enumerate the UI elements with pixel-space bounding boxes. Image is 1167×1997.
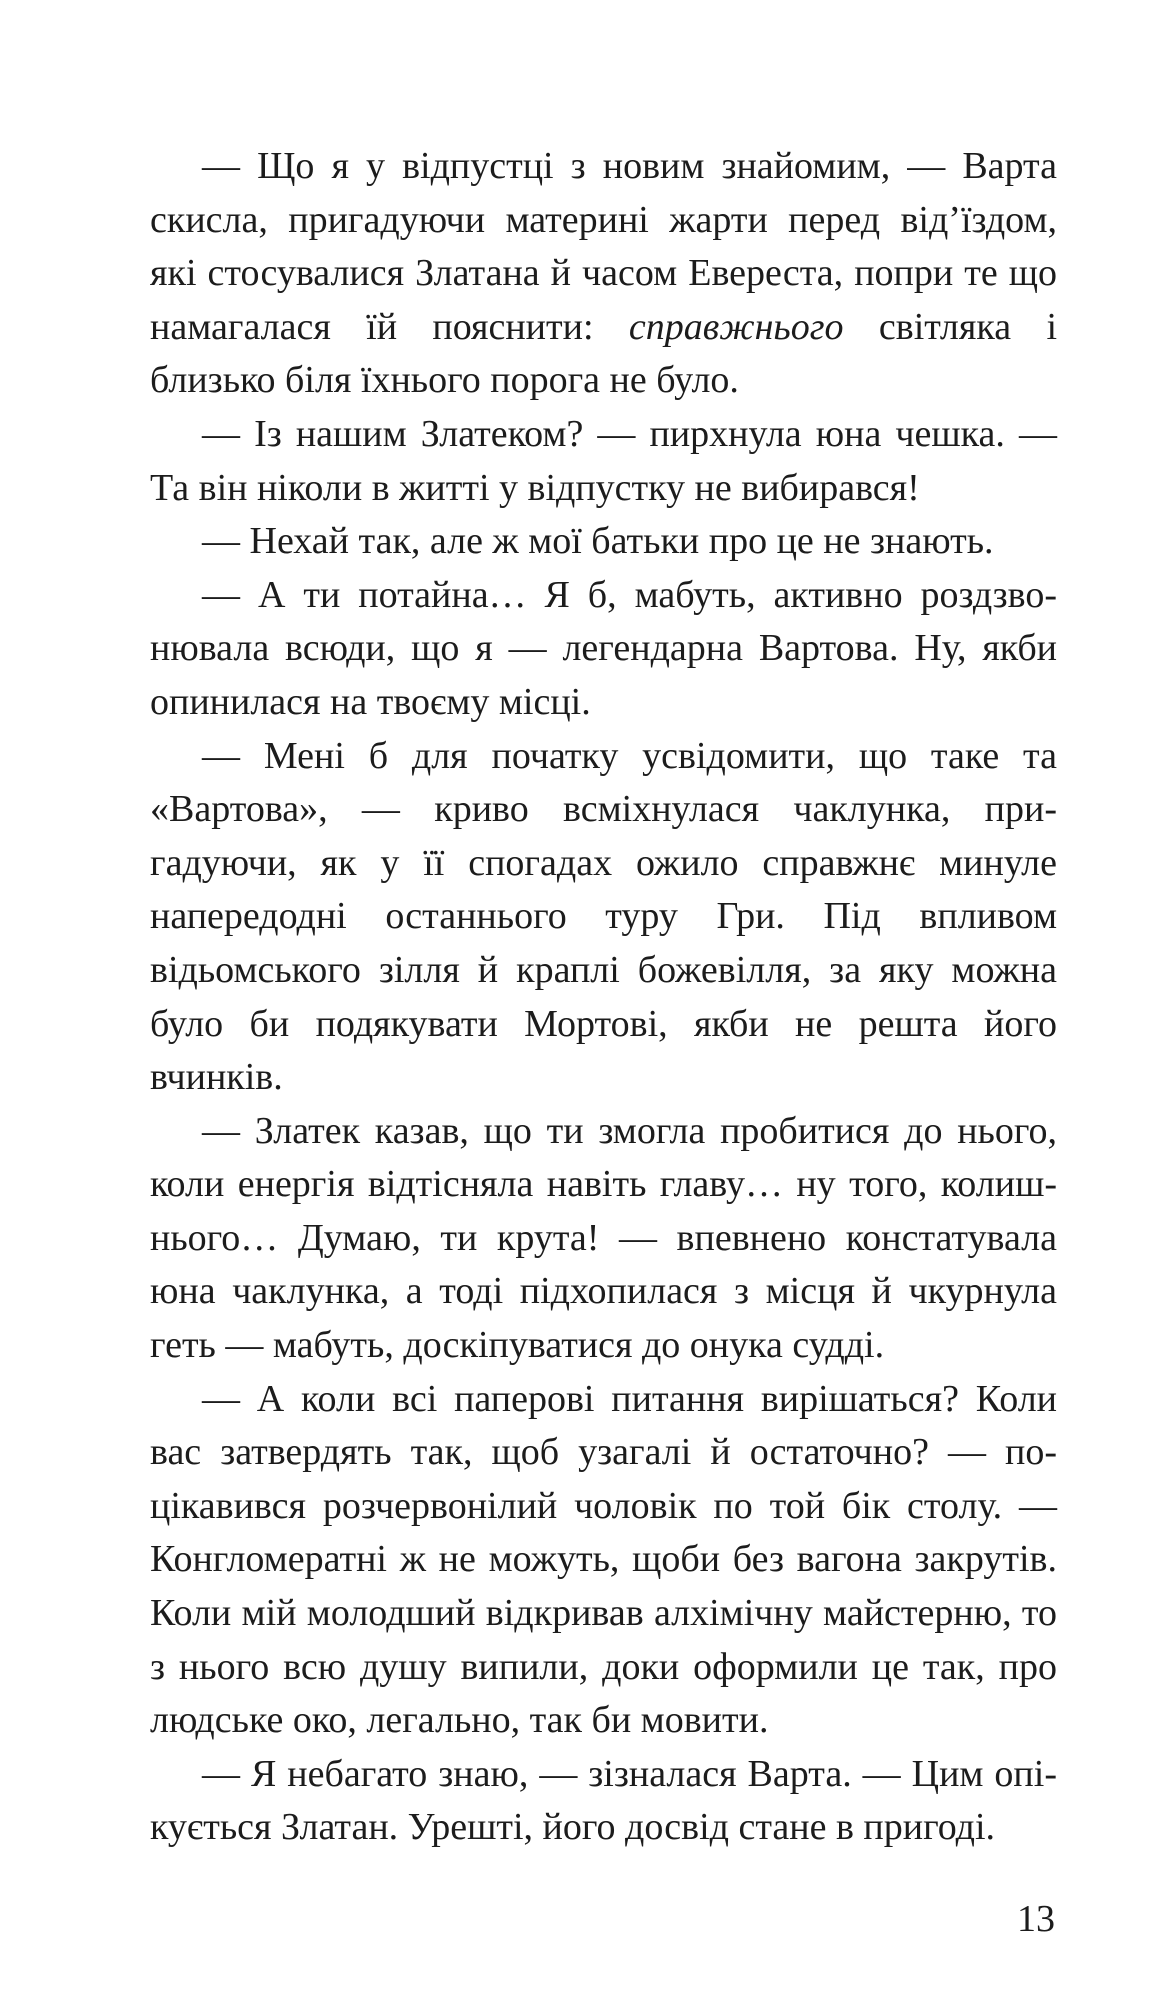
paragraph-7: — А коли всі паперові питання вирішаться? Коли вас затвердять так, щоб узагалі й остаточно? — поцікавився розчервонілий чоловік по той бік столу. — Конгломератні ж не можуть, щоби без вагона закрутів. Коли мій молодший відкривав алхімічну майстерню, то з нього всю душу випили, доки оформили це так, про людське око, легально, так би мовити. [150,1377,1057,1742]
paragraph-3: — Нехай так, але ж мої батьки про це не знають. [202,520,994,563]
paragraph-5: — Мені б для початку усвідомити, що таке та «Вартова», — криво всміхнулася чаклунка, пригадуючи, як у її спогадах ожило справжнє минуле напередодні останнього туру Гри. Під впливом відьомського зілля й краплі божевілля, за яку можна було би подякувати Мортові, якби не решта його вчинків. [150,734,1057,1099]
paragraph-2: — Із нашим Златеком? — пирхнула юна чешка. — Та він ніколи в житті у відпустку не вибирався! [150,412,1057,509]
paragraph-6: — Златек казав, що ти змогла пробитися до нього, коли енергія відтісняла навіть главу… ну того, колишнього… Думаю, ти крута! — впевнено констатувала юна чаклунка, а тоді підхопилася з місця й чкурнула геть — мабуть, доскіпуватися до онука судді. [150,1109,1057,1367]
paragraph-4: — А ти потайна… Я б, мабуть, активно роздзвонювала всюди, що я — легендарна Вартова. Ну, якби опинилася на твоєму місці. [150,573,1057,723]
paragraph-1-emphasis: справжнього [628,305,844,348]
paragraph-8: — Я небагато знаю, — зізналася Варта. — Цим опікується Златан. Урешті, його досвід стане в пригоді. [150,1752,1057,1849]
paragraph-1-text-end: світляка і близько біля їхнього порога не було. [150,305,1058,402]
paragraph-1 [150,140,1057,408]
paragraph-1-text-start: — Що я у відпустці з новим знайомим, — Варта скисла, пригадуючи материні жарти перед від’їздом, які стосувалися Златана й часом Евереста, попри те що намагалася їй пояснити: [150,145,1057,348]
book-page-text [150,140,1057,1855]
page-number: 13 [1017,1898,1055,1940]
